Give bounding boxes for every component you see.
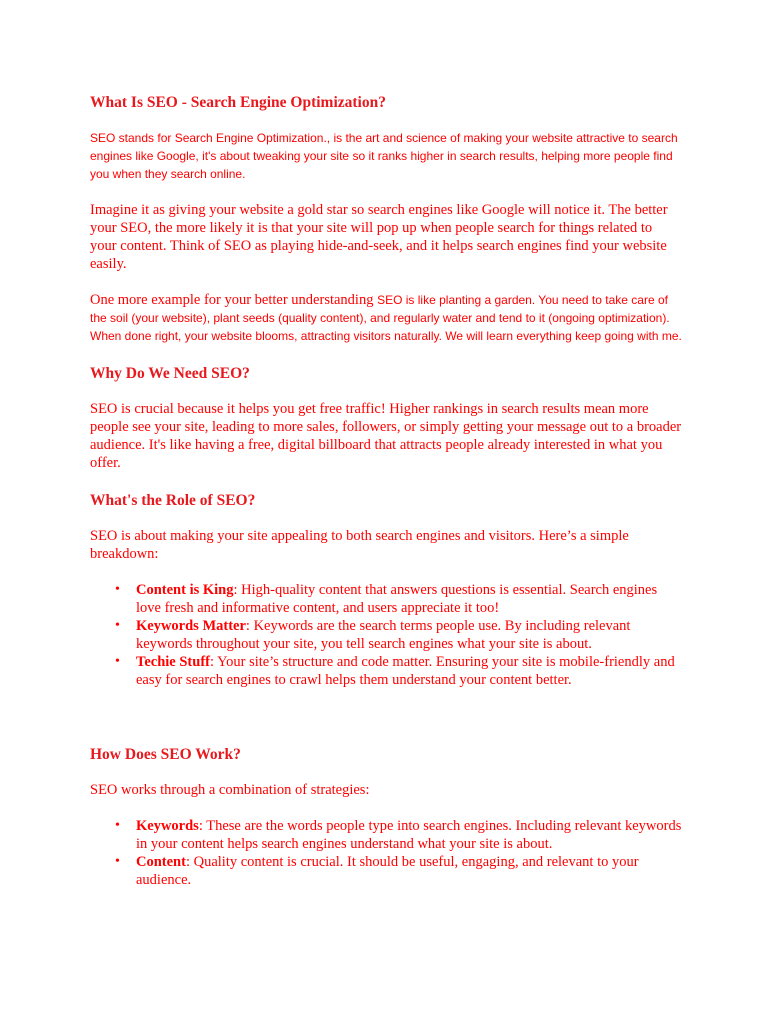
paragraph-free-traffic: SEO is crucial because it helps you get free traffic! Higher rankings in search results mean more people see your site, leading to more sales, followers, or simply getting your message out to a broader audience. It's like having a free, digital billboard that attracts people already interested in what you offer. [90, 401, 682, 471]
list-how-seo-works [90, 817, 682, 889]
bullet-icon: • [115, 618, 120, 633]
bullet-icon: • [115, 582, 120, 597]
list-item-term: Techie Stuff [136, 654, 210, 670]
paragraph-how-intro: SEO works through a combination of strategies: [90, 782, 370, 798]
garden-example-text: SEO is like planting a garden. You need to take care of the soil (your website), plant seeds (quality content), and regularly water and tend to it (ongoing optimization). When done right, your website blooms, attracting visitors naturally. We will learn everything keep going with me. [90, 293, 682, 343]
heading-how-seo-works: How Does SEO Work? [90, 746, 241, 763]
paragraph-role-intro: SEO is about making your site appealing to both search engines and visitors. Here’s a simple breakdown: [90, 528, 629, 562]
list-item-term: Keywords [136, 818, 199, 834]
garden-example-intro: One more example for your better understanding [90, 292, 378, 308]
list-item-term: Content is King [136, 582, 234, 598]
list-item-text: : Keywords are the search terms people use. By including relevant keywords throughout your site, you tell search engines what your site is about. [136, 618, 631, 652]
list-item [115, 617, 682, 653]
document-page [90, 92, 682, 907]
list-item [115, 853, 682, 889]
list-item-text: : These are the words people type into search engines. Including relevant keywords in your content helps search engines understand what your site is about. [136, 818, 682, 852]
bullet-icon: • [115, 654, 120, 669]
heading-role-of-seo: What's the Role of SEO? [90, 492, 256, 509]
paragraph-garden-example [90, 291, 682, 345]
heading-what-is-seo: What Is SEO - Search Engine Optimization? [90, 94, 386, 111]
spacer [90, 707, 682, 744]
bullet-icon: • [115, 818, 120, 833]
list-item-term: Content [136, 854, 186, 870]
list-item [115, 653, 682, 689]
list-item-text: : High-quality content that answers questions is essential. Search engines love fresh and informative content, and users appreciate it too! [136, 582, 658, 616]
heading-why-need-seo: Why Do We Need SEO? [90, 365, 250, 382]
paragraph-gold-star: Imagine it as giving your website a gold star so search engines like Google will notice it. The better your SEO, the more likely it is that your site will pop up when people search for things related to your content. Think of SEO as playing hide-and-seek, and it helps search engines find your website easily. [90, 202, 668, 272]
list-item-text: : Your site’s structure and code matter. Ensuring your site is mobile-friendly and easy for search engines to crawl helps them understand your content better. [136, 654, 675, 688]
list-item-text: : Quality content is crucial. It should be useful, engaging, and relevant to your audience. [136, 854, 639, 888]
paragraph-seo-definition: SEO stands for Search Engine Optimization., is the art and science of making your website attractive to search engines like Google, it's about tweaking your site so it ranks higher in search results, helping more people find you when they search online. [90, 131, 678, 181]
list-item [115, 817, 682, 853]
list-role-of-seo [90, 581, 682, 689]
list-item-term: Keywords Matter [136, 618, 246, 634]
list-item [115, 581, 682, 617]
bullet-icon: • [115, 854, 120, 869]
